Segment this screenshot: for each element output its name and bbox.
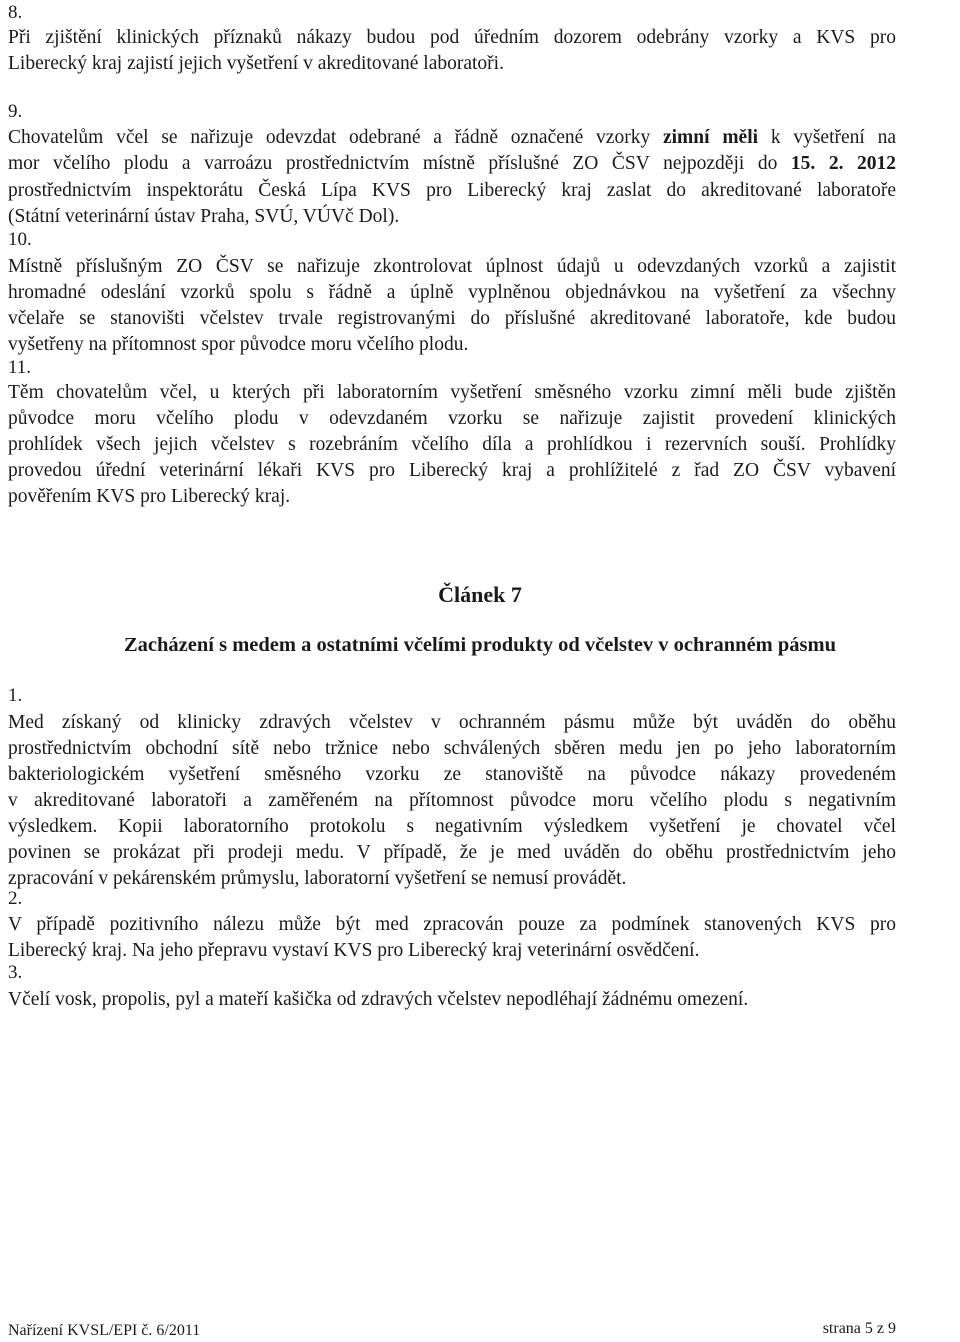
emphasis-text: zimní měli — [662, 127, 759, 148]
footer-document-id: Nařízení KVSL/EPI č. 6/2011 — [8, 1322, 201, 1339]
paragraph-line: původce moru včelího plodu v odevzdaném vzorku se nařizuje zajistit provedení klinických — [8, 408, 896, 429]
text-run: Chovatelům včel se nařizuje odevzdat odebrané a řádně označené vzorky — [8, 127, 663, 148]
paragraph-number: 1. — [8, 685, 23, 706]
paragraph-line: vyšetřeny na přítomnost spor původce moru včelího plodu. — [8, 334, 469, 355]
paragraph-line: zpracování v pekárenském průmyslu, laboratorní vyšetření se nemusí provádět. — [8, 868, 627, 889]
paragraph-line: v akreditované laboratoři a zaměřeném na přítomnost původce moru včelího plodu s negativním — [8, 790, 896, 811]
paragraph-line: Při zjištění klinických příznaků nákazy budou pod úředním dozorem odebrány vzorky a KVS pro — [8, 27, 896, 48]
article-subtitle: Zacházení s medem a ostatními včelími produkty od včelstev v ochranném pásmu — [124, 634, 836, 656]
paragraph-number: 9. — [8, 101, 23, 122]
paragraph-line: prohlídek všech jejich včelstev s rozebráním včelího díla a prohlídkou i rezervních souší. Prohlídky — [8, 434, 896, 455]
paragraph-line: Liberecký kraj zajistí jejich vyšetření v akreditované laboratoři. — [8, 53, 504, 74]
paragraph-line: provedou úřední veterinární lékaři KVS pro Liberecký kraj a prohlížitelé z řad ZO ČSV vybavení — [8, 460, 896, 481]
paragraph-line: pověřením KVS pro Liberecký kraj. — [8, 486, 291, 507]
paragraph-number: 8. — [8, 2, 23, 23]
paragraph-line — [8, 151, 896, 177]
paragraph-line: prostřednictvím obchodní sítě nebo tržnice nebo schválených sběren medu jen po jeho laboratorním — [8, 738, 896, 759]
paragraph-line: (Státní veterinární ústav Praha, SVÚ, VÚVč Dol). — [8, 206, 400, 227]
paragraph-number: 3. — [8, 962, 23, 983]
paragraph-line: výsledkem. Kopii laboratorního protokolu s negativním výsledkem vyšetření je chovatel včel — [8, 816, 896, 837]
footer-page-number: strana 5 z 9 — [822, 1320, 896, 1337]
deadline-date: 15. 2. 2012 — [790, 153, 896, 174]
text-run: mor včelího plodu a varroázu prostřednictvím místně příslušné ZO ČSV nejpozději do — [8, 153, 791, 174]
paragraph-line: bakteriologickém vyšetření směsného vzorku ze stanoviště na původce nákazy provedeném — [8, 764, 896, 785]
paragraph-line: včelaře se stanovišti včelstev trvale registrovanými do příslušné akreditované laboratoře, kde budou — [8, 308, 896, 329]
paragraph-line: V případě pozitivního nálezu může být med zpracován pouze za podmínek stanovených KVS pro — [8, 914, 896, 935]
paragraph-line: Včelí vosk, propolis, pyl a mateří kašička od zdravých včelstev nepodléhají žádnému omezení. — [8, 989, 749, 1010]
paragraph-number: 11. — [8, 357, 32, 378]
paragraph-number: 2. — [8, 888, 23, 909]
paragraph-line: Místně příslušným ZO ČSV se nařizuje zkontrolovat úplnost údajů u odevzdaných vzorků a zajistit — [8, 256, 896, 277]
article-title: Článek 7 — [438, 582, 522, 607]
paragraph-line: povinen se prokázat při prodeji medu. V případě, že je med uváděn do oběhu prostřednictvím jeho — [8, 842, 896, 863]
paragraph-line: Liberecký kraj. Na jeho přepravu vystaví KVS pro Liberecký kraj veterinární osvědčení. — [8, 940, 700, 961]
paragraph-number: 10. — [8, 229, 32, 250]
paragraph-line: prostřednictvím inspektorátu Česká Lípa KVS pro Liberecký kraj zaslat do akreditované laboratoře — [8, 180, 896, 201]
paragraph-line: hromadné odeslání vzorků spolu s řádně a úplně vyplněnou objednávkou na vyšetření za všechny — [8, 282, 896, 303]
paragraph-line: Med získaný od klinicky zdravých včelstev v ochranném pásmu může být uváděn do oběhu — [8, 712, 896, 733]
paragraph-line — [8, 125, 896, 151]
paragraph-line: Těm chovatelům včel, u kterých při laboratorním vyšetření směsného vzorku zimní měli bude zjištěn — [8, 382, 896, 403]
text-run: k vyšetření na — [758, 127, 896, 148]
